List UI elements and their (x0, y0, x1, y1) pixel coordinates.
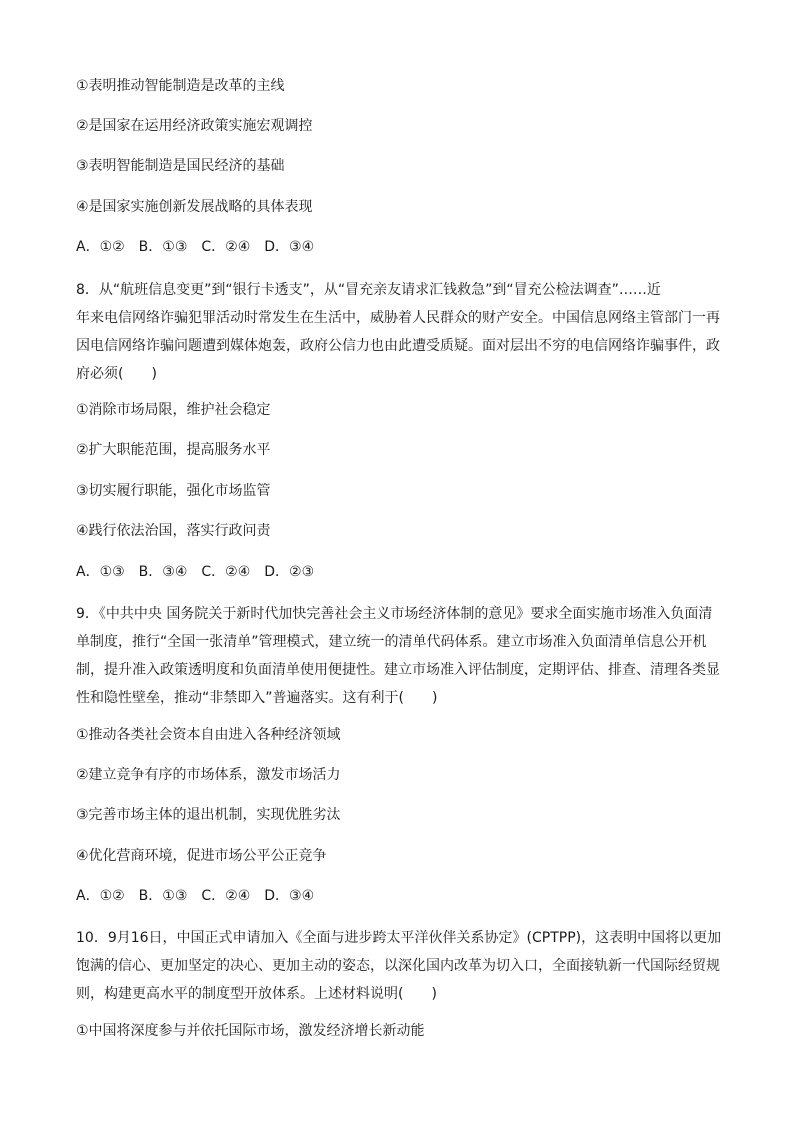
q7-option-2: ②是国家在运用经济政策实施宏观调控 (76, 118, 313, 134)
q8-stem-line: 8．从“航班信息变更”到“银行卡透支”，从“冒充亲友请求汇钱救急”到“冒充公检法调查”……近 (76, 282, 661, 298)
q9-answer-choices: A．①② B．①③ C．②④ D．③④ (76, 888, 315, 904)
q10-stem (76, 924, 722, 1008)
q10-stem-line: 10．9月16日，中国正式申请加入《全面与进步跨太平洋伙伴关系协定》(CPTPP)，这表明中国将以更加 (76, 930, 722, 946)
q8-answer-choices: A．①③ B．③④ C．②④ D．②③ (76, 564, 315, 580)
q8-option-2: ②扩大职能范围，提高服务水平 (76, 442, 271, 458)
q10-stem-line: 饱满的信心、更加坚定的决心、更加主动的姿态，以深化国内改革为切入口，全面接轨新一代国际经贸规 (76, 958, 720, 974)
q8-stem-line: 因电信网络诈骗问题遭到媒体炮轰，政府公信力也由此遭受质疑。面对层出不穷的电信网络诈骗事件，政 (76, 338, 720, 354)
q9-stem-line: 制，提升准入政策透明度和负面清单使用便捷性。建立市场准入评估制度，定期评估、排查、清理各类显 (76, 662, 720, 678)
q8-stem-line: 府必须( ) (76, 366, 157, 382)
q8-stem-line: 年来电信网络诈骗犯罪活动时常发生在生活中，威胁着人民群众的财产安全。中国信息网络主管部门一再 (76, 310, 720, 326)
q7-option-1: ①表明推动智能制造是改革的主线 (76, 78, 285, 94)
q9-stem-line: 单制度，推行“全国一张清单”管理模式，建立统一的清单代码体系。建立市场准入负面清单信息公开机 (76, 634, 707, 650)
q9-option-2: ②建立竞争有序的市场体系，激发市场活力 (76, 767, 341, 783)
q7-answer-choices: A．①② B．①③ C．②④ D．③④ (76, 239, 315, 255)
q9-stem (76, 600, 718, 712)
q8-option-4: ④践行依法治国，落实行政问责 (76, 523, 271, 539)
q7-option-3: ③表明智能制造是国民经济的基础 (76, 158, 285, 174)
q8-stem (76, 276, 718, 388)
q8-option-1: ①消除市场局限，维护社会稳定 (76, 402, 271, 418)
q8-option-3: ③切实履行职能，强化市场监管 (76, 483, 271, 499)
q10-option-1: ①中国将深度参与并依托国际市场，激发经济增长新动能 (76, 1023, 425, 1039)
q9-option-1: ①推动各类社会资本自由进入各种经济领域 (76, 727, 341, 743)
q7-option-4: ④是国家实施创新发展战略的具体表现 (76, 199, 313, 215)
q9-option-4: ④优化营商环境，促进市场公平公正竞争 (76, 848, 327, 864)
q9-stem-line: 9．《中共中央 国务院关于新时代加快完善社会主义市场经济体制的意见》要求全面实施市场准入负面清 (76, 606, 713, 622)
q9-option-3: ③完善市场主体的退出机制，实现优胜劣汰 (76, 807, 341, 823)
q9-stem-line: 性和隐性壁垒，推动“非禁即入”普遍落实。这有利于( ) (76, 690, 438, 706)
q10-stem-line: 则，构建更高水平的制度型开放体系。上述材料说明( ) (76, 986, 437, 1002)
